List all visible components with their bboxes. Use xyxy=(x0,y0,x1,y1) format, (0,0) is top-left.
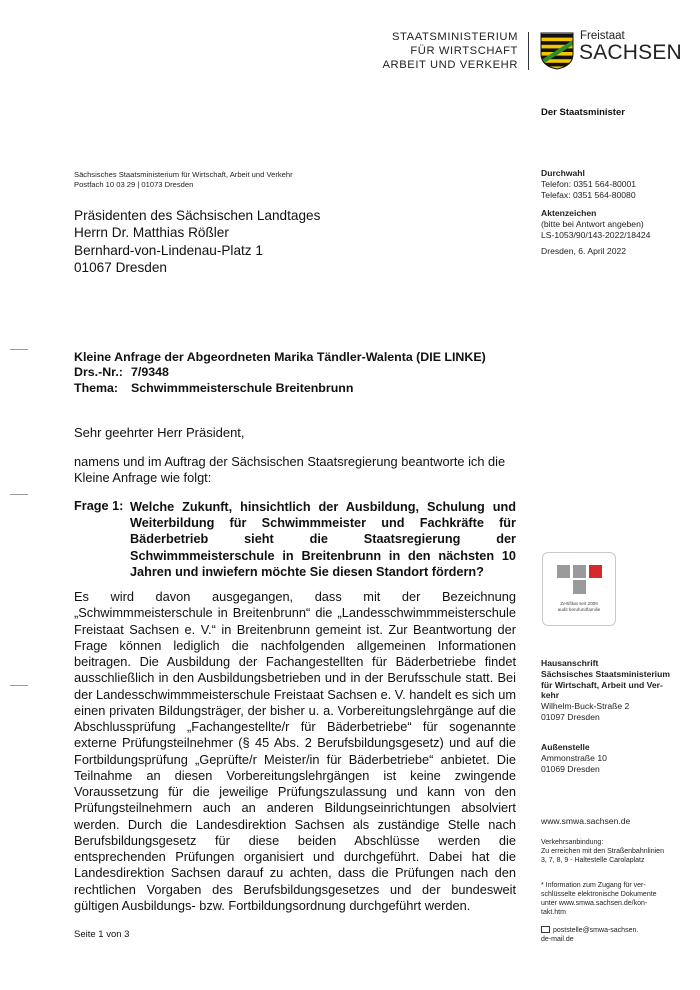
subject-line: Kleine Anfrage der Abgeordneten Marika Tändler-Walenta (DIE LINKE) xyxy=(74,350,486,364)
aussenstelle-city: 01069 Dresden xyxy=(541,763,600,774)
aussenstelle-block xyxy=(541,742,607,774)
hausanschrift-street: Wilhelm-Buck-Straße 2 xyxy=(541,701,630,712)
durchwahl-label: Durchwahl xyxy=(541,168,585,178)
certificate-line: Zertifikat seit 2006 xyxy=(560,601,598,606)
info-line: schlüsselte elektronische Dokumente xyxy=(541,891,657,898)
minister-title: Der Staatsminister xyxy=(541,107,625,118)
question-text: Welche Zukunft, hinsichtlich der Ausbildung, Schulung und Weiterbildung für Schwimmmeister und Fachkräfte für Bäderbetrieb sieht die Staatsregierung der Schwimmmeisterschule in Breitenbrunn in den nächsten 10 Jahren und inwiefern möchte Sie diesen Standort fördern? xyxy=(130,500,516,579)
aktenzeichen-label: Aktenzeichen xyxy=(541,208,597,218)
aktenzeichen-block xyxy=(541,208,650,240)
verkehr-line: 3, 7, 8, 9 - Haltestelle Carolaplatz xyxy=(541,857,645,864)
recipient-line: Bernhard-von-Lindenau-Platz 1 xyxy=(74,242,263,258)
salutation: Sehr geehrter Herr Präsident, xyxy=(74,425,245,440)
thema-value: Schwimmmeisterschule Breitenbrunn xyxy=(131,380,354,395)
drs-label: Drs.-Nr.: xyxy=(74,365,123,380)
drs-value: 7/9348 xyxy=(131,365,169,380)
demail-address[interactable]: de-mail.de xyxy=(541,936,574,943)
question-label: Frage 1: xyxy=(74,499,124,513)
ministry-line: FÜR WIRTSCHAFT xyxy=(410,45,518,57)
recipient-address xyxy=(74,207,320,277)
fold-mark xyxy=(10,349,28,350)
aktenzeichen-value: LS-1053/90/143-2022/18424 xyxy=(541,229,651,240)
hausanschrift-label: Hausanschrift xyxy=(541,658,599,668)
hausanschrift-label: für Wirtschaft, Arbeit und Ver- xyxy=(541,679,663,690)
hausanschrift-city: 01097 Dresden xyxy=(541,711,600,722)
verkehr-label: Verkehrsanbindung: xyxy=(541,839,604,846)
verkehr-block xyxy=(541,838,664,865)
info-line: * Information zum Zugang für ver- xyxy=(541,882,646,889)
hausanschrift-block xyxy=(541,658,670,723)
header-divider xyxy=(528,32,529,70)
ministry-line: ARBEIT UND VERKEHR xyxy=(382,59,518,71)
fold-mark xyxy=(10,494,28,495)
contact-block xyxy=(541,168,636,200)
saxony-coat-of-arms-icon xyxy=(540,32,574,70)
info-note xyxy=(541,881,657,917)
hausanschrift-label: kehr xyxy=(541,690,560,701)
sender-address xyxy=(74,170,293,189)
ministry-wordmark xyxy=(382,30,518,72)
website-link[interactable]: www.smwa.sachsen.de xyxy=(541,816,631,826)
page-number: Seite 1 von 3 xyxy=(74,929,130,940)
sender-line: Postfach 10 03 29 | 01073 Dresden xyxy=(74,179,194,189)
audit-logo-icon xyxy=(543,553,615,599)
aktenzeichen-note: (bitte bei Antwort angeben) xyxy=(541,218,644,229)
demail-block xyxy=(541,926,638,944)
sachsen-wordmark: SACHSEN xyxy=(579,41,682,64)
aussenstelle-street: Ammonstraße 10 xyxy=(541,752,607,763)
recipient-line: Präsidenten des Sächsischen Landtages xyxy=(74,208,321,223)
ministry-line: STAATSMINISTERIUM xyxy=(391,31,518,43)
subject-block xyxy=(74,350,486,396)
info-line: unter www.smwa.sachsen.de/kon- xyxy=(541,900,648,907)
intro-paragraph: namens und im Auftrag der Sächsischen Staatsregierung beantworte ich die Kleine Anfrage wie folgt: xyxy=(74,454,506,486)
audit-certificate-badge xyxy=(542,552,616,626)
telefax: Telefax: 0351 564-80080 xyxy=(541,189,636,200)
freistaat-label: Freistaat xyxy=(580,30,625,42)
aussenstelle-label: Außenstelle xyxy=(541,742,590,752)
sender-line: Sächsisches Staatsministerium für Wirtschaft, Arbeit und Verkehr xyxy=(74,170,293,179)
info-line: takt.htm xyxy=(541,909,566,916)
certificate-line: audit berufundfamilie xyxy=(557,607,601,612)
answer-paragraph: Es wird davon ausgegangen, dass mit der Bezeichnung „Schwimmmeisterschule in Breitenbrunn“ die „Landesschwimmmeisterschule Freistaat Sachsen e. V.“ in Breitenbrunn gemeint ist. Zur Beantwortung der Frage können lediglich die nachfolgenden allgemeinen Informationen beitragen. Die Ausbildung der Fachangestellten für Bäderbetriebe findet ausschließlich in den Ausbildungsbetrieben und in der Berufsschule statt. Bei der Landesschwimmmeisterschule Freistaat Sachsen e. V. handelt es sich um einen privaten Bildungsträger, der bisher u. a. Vorbereitungslehrgänge auf die Abschlussprüfung „Fachangestellte/r für Bäderbetriebe“ für sogenannte externe Prüfungsteilnehmer (§ 45 Abs. 2 Berufsbildungsgesetz) und auf die Fortbildungsprüfung „Geprüfte/r Meister/in für Bäderbetriebe“ anbietet. Die Teilnahme an diesen Vorbereitungslehrgängen ist keine zwingende Voraussetzung für die jeweilige Prüfungszulassung und kann von den Prüfungsteilnehmern auch an anderen Bildungseinrichtungen absolviert werden. Durch die Landesdirektion Sachsen als zuständige Stelle nach Berufsbildungsgesetz für diese beiden Abschlüsse werden die entsprechenden Prüfungen organisiert und durchgeführt. Dabei hat die Landesdirektion Sachsen darauf zu achten, dass die Prüfungen nach den rechtlichen Vorgaben des Berufsbildungsgesetzes und der bundesweit gültigen Ausbildungs- bzw. Fortbildungsordnung durchgeführt werden. xyxy=(74,589,516,913)
verkehr-line: Zu erreichen mit den Straßenbahnlinien xyxy=(541,848,664,855)
thema-label: Thema: xyxy=(74,380,119,395)
mail-icon xyxy=(541,926,550,933)
recipient-line: Herrn Dr. Matthias Rößler xyxy=(74,225,229,241)
letter-date: Dresden, 6. April 2022 xyxy=(541,246,627,256)
demail-address[interactable]: poststelle@smwa-sachsen. xyxy=(553,927,639,934)
hausanschrift-label: Sächsisches Staatsministerium xyxy=(541,668,670,679)
recipient-line: 01067 Dresden xyxy=(74,260,167,276)
telefon: Telefon: 0351 564-80001 xyxy=(541,178,637,189)
fold-mark xyxy=(10,685,28,686)
